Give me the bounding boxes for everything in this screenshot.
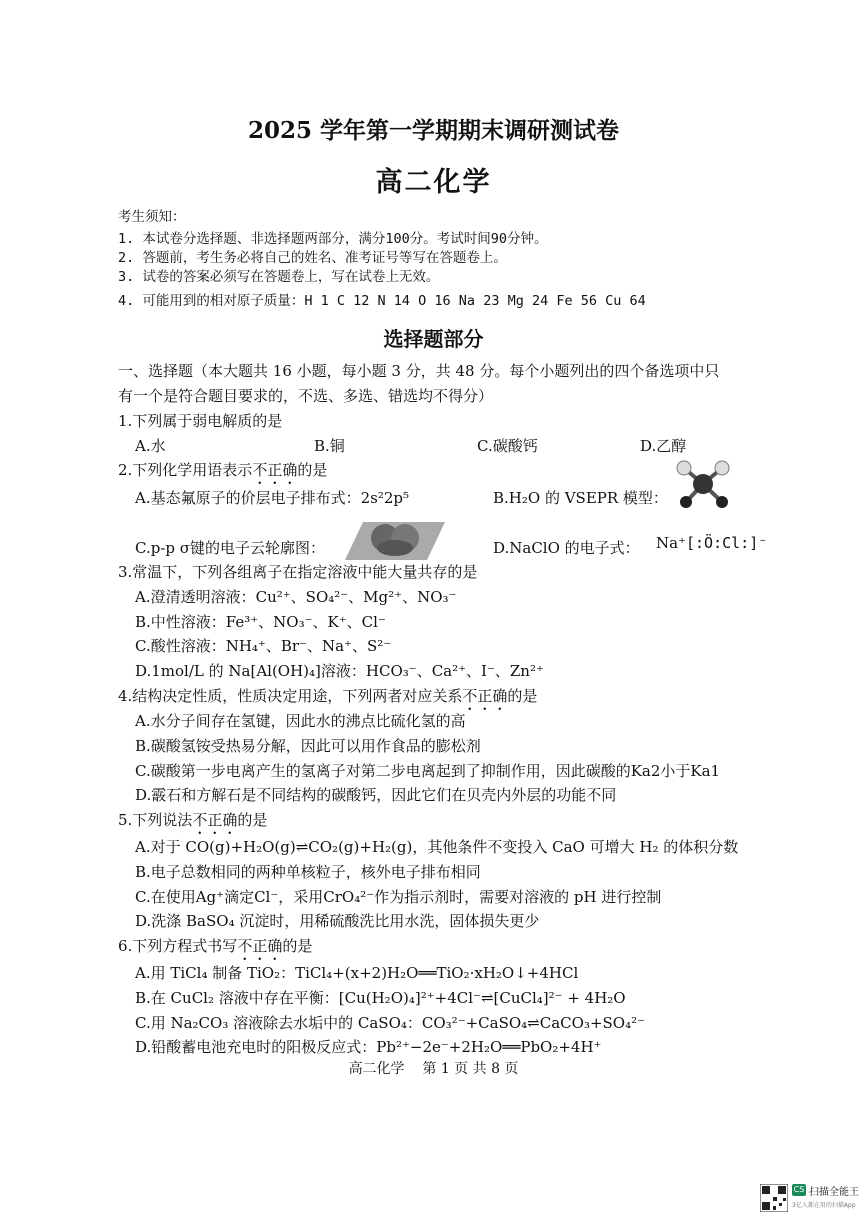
q2-option-d: D.NaClO 的电子式： <box>493 539 640 557</box>
notice-item-1: 1. 本试卷分选择题、非选择题两部分，满分100分。考试时间90分钟。 <box>118 231 548 247</box>
q4-option-d: D.霰石和方解石是不同结构的碳酸钙，因此它们在贝壳内外层的功能不同 <box>135 786 617 804</box>
notice-item-4: 4. 可能用到的相对原子质量：H 1 C 12 N 14 O 16 Na 23 Mg 24 Fe 56 Cu 64 <box>118 293 646 309</box>
sigma-bond-orbital-image <box>345 516 445 566</box>
section-intro-line2: 有一个是符合题目要求的，不选、多选、错选均不得分） <box>118 387 494 405</box>
scanner-tagline: 3亿人都在用的扫描App <box>792 1202 856 1209</box>
q6-option-d: D.铅酸蓄电池充电时的阳极反应式：Pb²⁺−2e⁻+2H₂O══PbO₂+4H⁺ <box>135 1038 602 1056</box>
q5-option-d: D.洗涤 BaSO₄ 沉淀时，用稀硫酸洗比用水洗，固体损失更少 <box>135 912 540 930</box>
q5-option-c: C.在使用Ag⁺滴定Cl⁻，采用CrO₄²⁻作为指示剂时，需要对溶液的 pH 进行控制 <box>135 888 662 906</box>
q4-option-a: A.水分子间存在氢键，因此水的沸点比硫化氢的高 <box>135 712 466 730</box>
section-intro-line1: 一、选择题（本大题共 16 小题，每小题 3 分，共 48 分。每个小题列出的四个备选项中只 <box>118 362 720 380</box>
q2-option-a: A.基态氟原子的价层电子排布式：2s²2p⁵ <box>135 489 410 507</box>
cs-logo-icon: CS <box>793 1185 805 1194</box>
q2-stem: 2.下列化学用语表示不正确的是 <box>118 461 328 479</box>
naclo-electron-formula: Na⁺[:Ö:Cl:]⁻ <box>656 534 768 552</box>
q1-option-b: B.铜 <box>314 437 345 455</box>
q3-stem: 3.常温下，下列各组离子在指定溶液中能大量共存的是 <box>118 563 478 581</box>
q5-stem: 5.下列说法不正确的是 <box>118 811 268 829</box>
q2-option-b: B.H₂O 的 VSEPR 模型： <box>493 489 668 507</box>
section-title: 选择题部分 <box>383 327 484 351</box>
q6-option-c: C.用 Na₂CO₃ 溶液除去水垢中的 CaSO₄：CO₃²⁻+CaSO₄⇌CaCO₃+SO₄²⁻ <box>135 1014 646 1032</box>
q6-option-b: B.在 CuCl₂ 溶液中存在平衡：[Cu(H₂O)₄]²⁺+4Cl⁻⇌[CuCl₄]²⁻ + 4H₂O <box>135 989 626 1007</box>
q3-option-a: A.澄清透明溶液：Cu²⁺、SO₄²⁻、Mg²⁺、NO₃⁻ <box>135 588 457 606</box>
notice-heading: 考生须知： <box>118 209 186 225</box>
q4-option-c: C.碳酸第一步电离产生的氢离子对第二步电离起到了抑制作用，因此碳酸的Ka2小于Ka1 <box>135 762 721 780</box>
q5-option-b: B.电子总数相同的两种单核粒子，核外电子排布相同 <box>135 863 481 881</box>
subject-title: 高二化学 <box>375 167 492 198</box>
q4-stem: 4.结构决定性质，性质决定用途，下列两者对应关系不正确的是 <box>118 687 538 705</box>
notice-item-3: 3. 试卷的答案必须写在答题卷上，写在试卷上无效。 <box>118 269 440 285</box>
q4-option-b: B.碳酸氢铵受热易分解，因此可以用作食品的膨松剂 <box>135 737 481 755</box>
q1-stem: 1.下列属于弱电解质的是 <box>118 412 283 430</box>
notice-item-2: 2. 答题前，考生务必将自己的姓名、准考证号等写在答题卷上。 <box>118 250 507 266</box>
q1-option-d: D.乙醇 <box>640 437 687 455</box>
qr-code-icon <box>760 1184 788 1212</box>
q6-stem: 6.下列方程式书写不正确的是 <box>118 937 313 955</box>
page-footer: 高二化学 第 1 页 共 8 页 <box>348 1061 519 1077</box>
q3-option-d: D.1mol/L 的 Na[Al(OH)₄]溶液：HCO₃⁻、Ca²⁺、I⁻、Zn²⁺ <box>135 662 544 680</box>
q6-option-a: A.用 TiCl₄ 制备 TiO₂：TiCl₄+(x+2)H₂O══TiO₂·xH₂O↓+4HCl <box>135 964 579 982</box>
q2-option-c: C.p-p σ键的电子云轮廓图： <box>135 539 325 557</box>
scanner-name: 扫描全能王 <box>809 1187 859 1198</box>
q1-option-c: C.碳酸钙 <box>477 437 538 455</box>
q3-option-c: C.酸性溶液：NH₄⁺、Br⁻、Na⁺、S²⁻ <box>135 637 392 655</box>
q3-option-b: B.中性溶液：Fe³⁺、NO₃⁻、K⁺、Cl⁻ <box>135 613 386 631</box>
vsepr-model-image <box>670 458 736 510</box>
q1-option-a: A.水 <box>135 437 166 455</box>
scanner-watermark <box>760 1180 860 1216</box>
exam-title: 2025 学年第一学期期末调研测试卷 <box>247 117 620 144</box>
q5-option-a: A.对于 CO(g)+H₂O(g)⇌CO₂(g)+H₂(g)，其他条件不变投入 CaO 可增大 H₂ 的体积分数 <box>135 838 739 856</box>
